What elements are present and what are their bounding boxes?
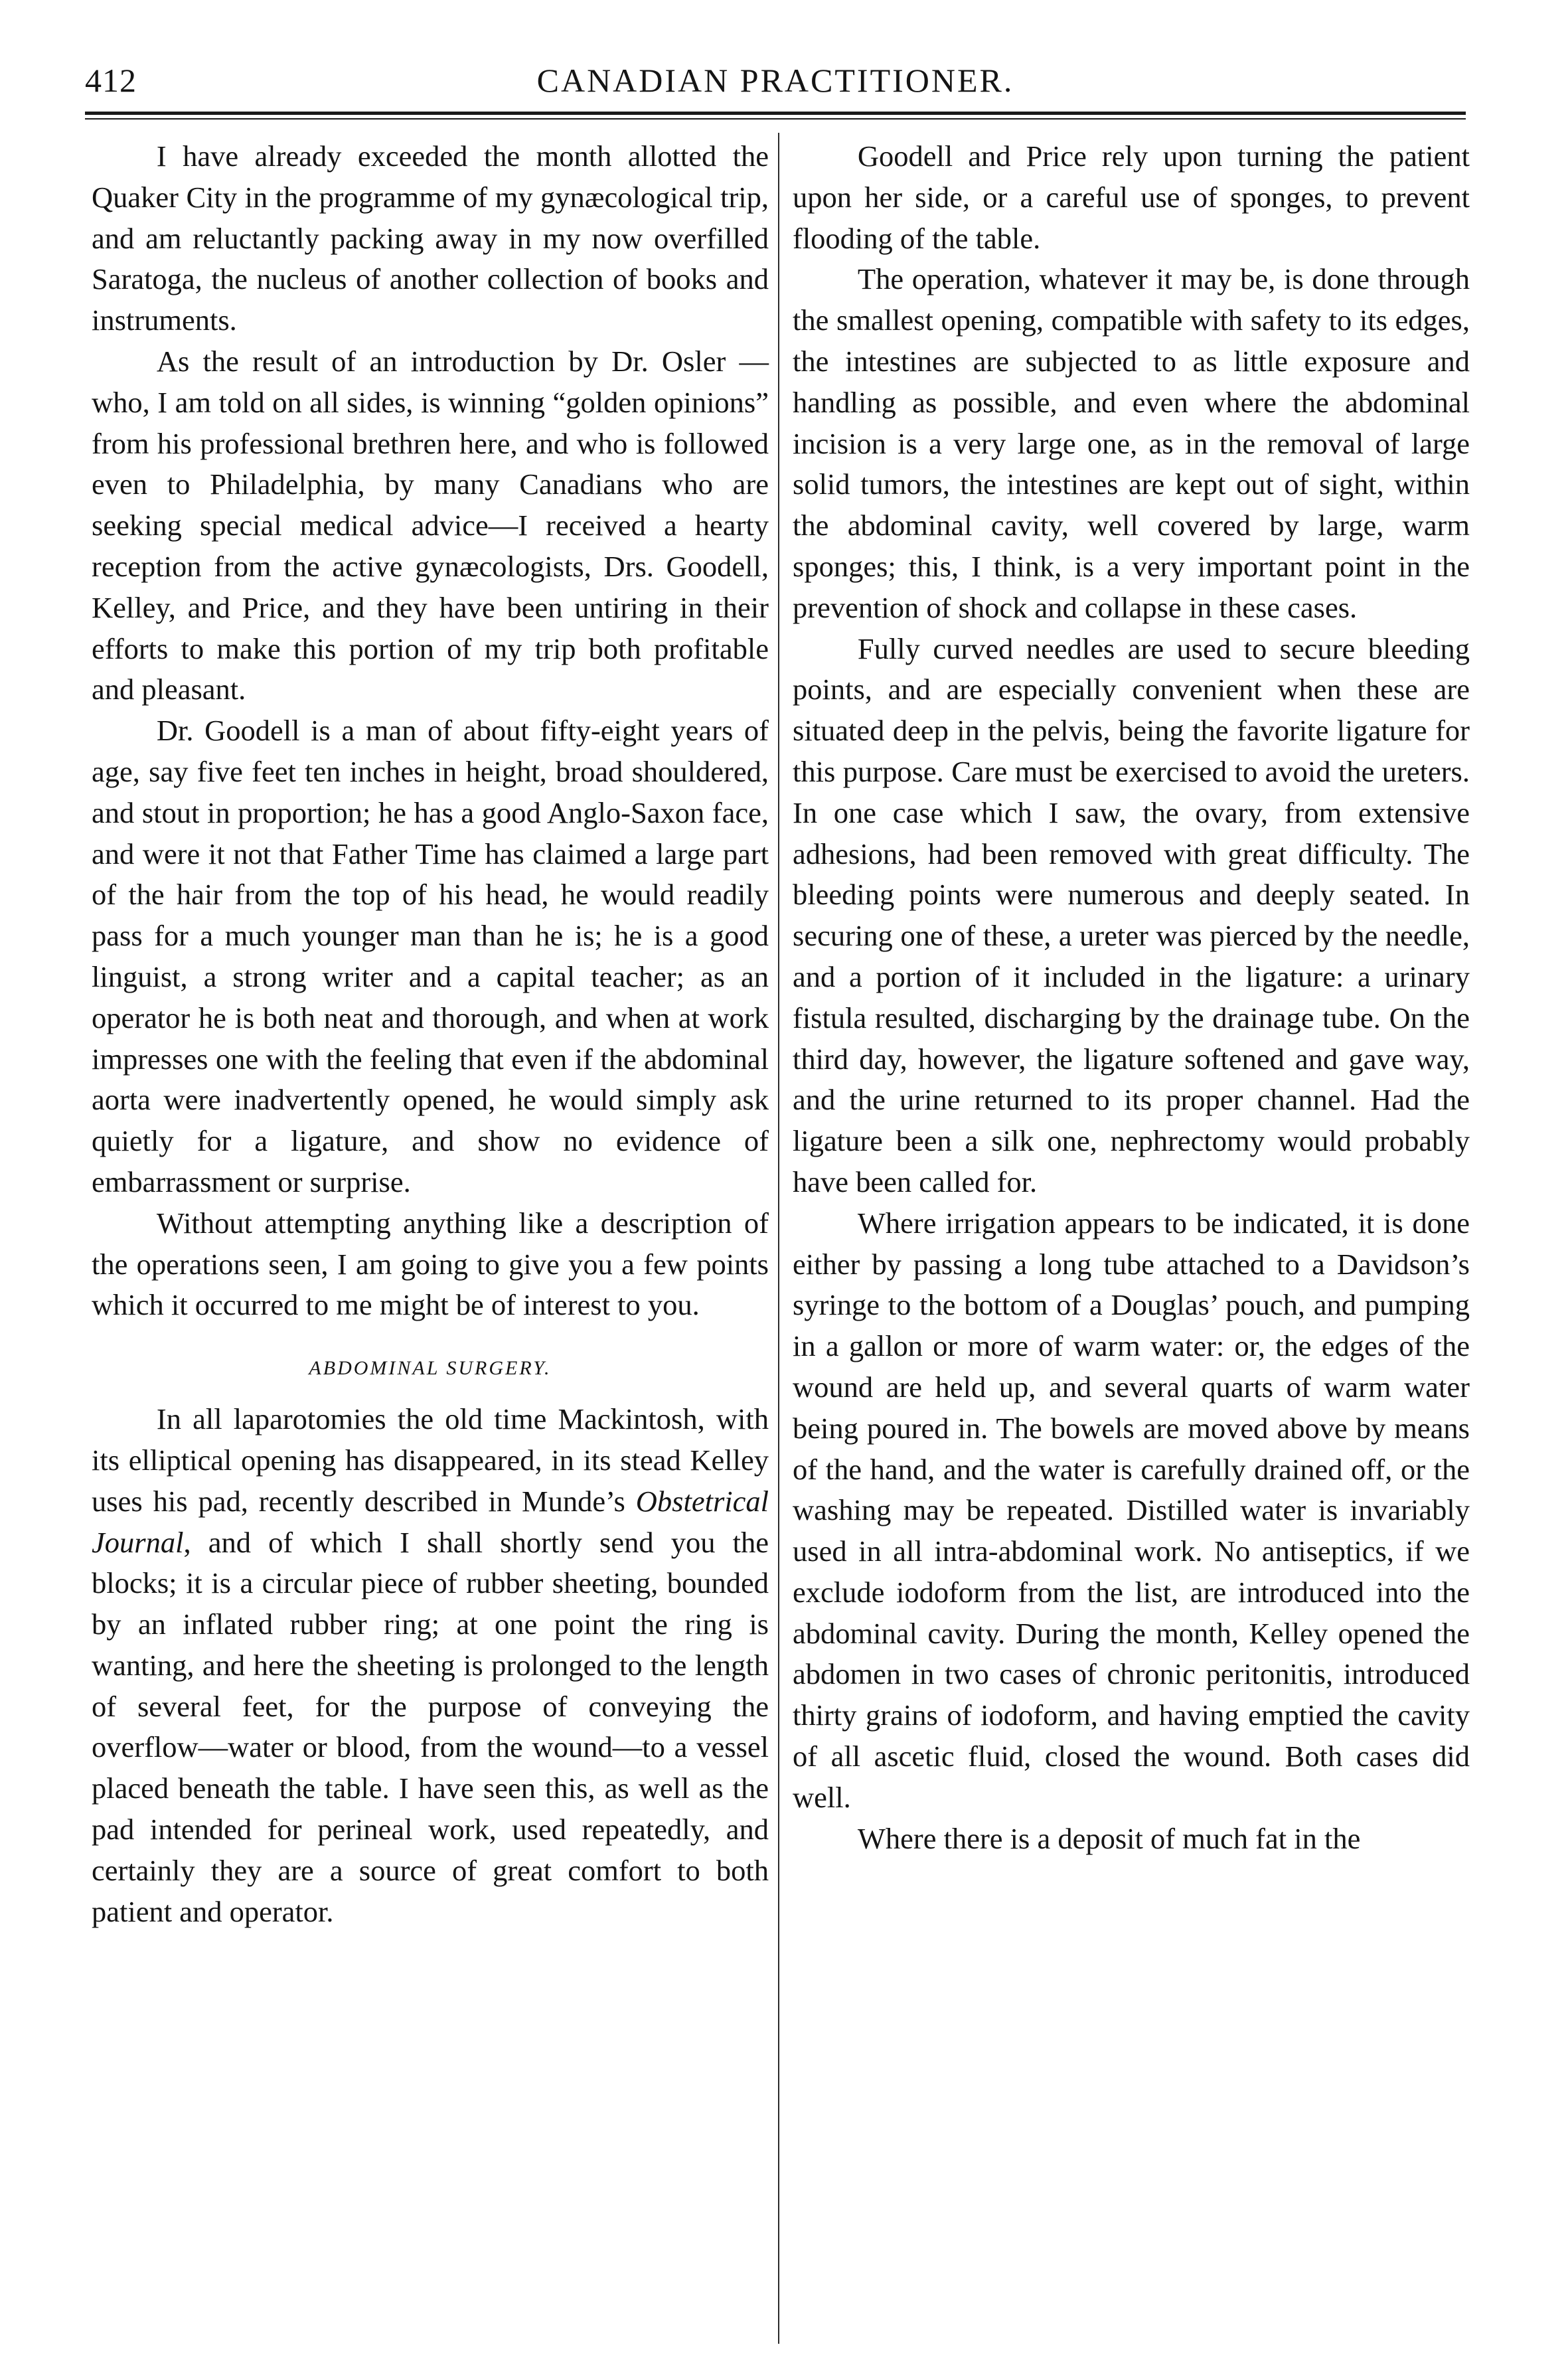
paragraph: Where irrigation appears to be indicated, it is done either by passing a long tube attached to a Davidson’s syringe to the bottom of a Douglas’ pouch, and pumping in a gallon or more of warm water: or, the edges of the wound are held up, and several quarts of warm water being poured in. The bowels are moved above by means of the hand, and the water is carefully drained off, or the washing may be repeated. Distilled water is invariably used in all intra-abdominal work. No antiseptics, if we exclude iodoform from the list, are introduced into the abdominal cavity. During the month, Kelley opened the abdomen in two cases of chronic peritonitis, introduced thirty grains of iodoform, and having emptied the cavity of all ascetic fluid, closed the wound. Both cases did well.	[793, 1206, 1470, 1814]
journal-title: Obstetrical Journal	[92, 1484, 769, 1559]
header-rule	[85, 112, 1466, 115]
page-number: 412	[85, 62, 137, 99]
paragraph: Without attempting anything like a description of the operations seen, I am going to give you a few points which it occurred to me might be of interest to you.	[92, 1206, 769, 1322]
paragraph: I have already exceeded the month allotted the Quaker City in the programme of my gynæcological trip, and am reluctantly packing away in my now overfilled Saratoga, the nucleus of another collection of books and instruments.	[92, 139, 769, 337]
text-run: , and of which I shall shortly send you the blocks; it is a circular piece of rubber sheeting, bounded by an inflated rubber ring; at one point the ring is wanting, and here the sheeting is prolonged to the length of several feet, for the purpose of conveying the overflow—water or blood, from the wound—to a vessel placed beneath the table. I have seen this, as well as the pad intended for perineal work, used repeatedly, and certainly they are a source of great comfort to both patient and operator.	[92, 1525, 769, 1928]
paragraph: Where there is a deposit of much fat in the	[857, 1821, 1361, 1855]
paragraph: As the result of an introduction by Dr. Osler —who, I am told on all sides, is winning “golden opinions” from his professional brethren here, and who is followed even to Philadelphia, by many Canadians who are seeking special medical advice—I received a hearty reception from the active gynæcologists, Drs. Goodell, Kelley, and Price, and they have been untiring in their efforts to make this portion of my trip both profitable and pleasant.	[92, 344, 769, 706]
header-rule-thin	[85, 118, 1466, 120]
right-column	[793, 136, 1470, 1859]
paragraph: Goodell and Price rely upon turning the patient upon her side, or a careful use of sponges, to prevent flooding of the table.	[793, 139, 1470, 255]
paragraph: The operation, whatever it may be, is done through the smallest opening, compatible with safety to its edges, the intestines are subjected to as little exposure and handling as possible, and even where the abdominal incision is a very large one, as in the removal of large solid tumors, the intestines are kept out of sight, within the abdominal cavity, well covered by large, warm sponges; this, I think, is a very important point in the prevention of shock and collapse in these cases.	[793, 262, 1470, 624]
left-column	[92, 136, 769, 1932]
section-heading: ABDOMINAL SURGERY.	[309, 1357, 552, 1380]
page-header	[85, 58, 1466, 112]
paragraph: Dr. Goodell is a man of about fifty-eight years of age, say five feet ten inches in height, broad shouldered, and stout in proportion; he has a good Anglo-Saxon face, and were it not that Father Time has claimed a large part of the hair from the top of his head, he would readily pass for a much younger man than he is; he is a good linguist, a strong writer and a capital teacher; as an operator he is both neat and thorough, and when at work impresses one with the feeling that even if the abdominal aorta were inadvertently opened, he would simply ask quietly for a ligature, and show no evidence of embarrassment or surprise.	[92, 714, 769, 1198]
text-run: In all laparotomies the old time Mackintosh, with its elliptical opening has disappeared, in its stead Kelley uses his pad, recently described in Munde’s	[92, 1402, 769, 1518]
running-head: CANADIAN PRACTITIONER.	[536, 62, 1014, 99]
column-divider	[778, 133, 779, 2344]
paragraph: Fully curved needles are used to secure bleeding points, and are especially convenient when these are situated deep in the pelvis, being the favorite ligature for this purpose. Care must be exercised to avoid the ureters. In one case which I saw, the ovary, from extensive adhesions, had been removed with great difficulty. The bleeding points were numerous and deeply seated. In securing one of these, a ureter was pierced by the needle, and a portion of it included in the ligature: a urinary fistula resulted, discharging by the drainage tube. On the third day, however, the ligature softened and gave way, and the urine returned to its proper channel. Had the ligature been a silk one, nephrectomy would probably have been called for.	[793, 631, 1470, 1198]
paragraph	[92, 1399, 769, 1932]
